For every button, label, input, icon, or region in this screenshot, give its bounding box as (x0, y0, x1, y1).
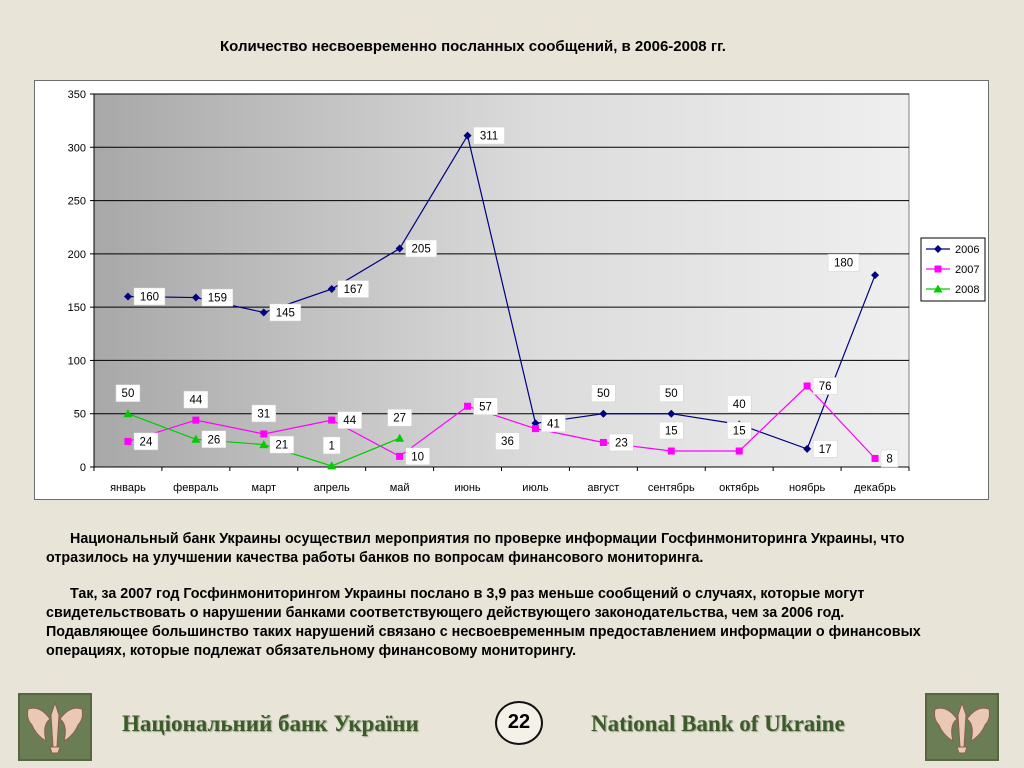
data-point-2007 (260, 430, 267, 437)
data-label: 40 (732, 398, 746, 411)
data-label: 159 (207, 292, 227, 305)
x-tick-label: март (251, 482, 277, 494)
data-label: 160 (139, 291, 160, 304)
data-point-2007 (124, 438, 131, 445)
data-label: 44 (343, 415, 357, 428)
x-tick-label: январь (110, 482, 146, 494)
data-label: 21 (275, 439, 289, 452)
paragraph-2: Так, за 2007 год Госфинмониторингом Украины послано в 3,9 раз меньше сообщений о случаях, которые могут свидетельствовать о нарушении банками соответствующего действующего законодательства, чем за 2006 год. Подавляющее большинство таких нарушений связано с несвоевременным предоставлением информации о финансовых операциях, которые подлежат обязательному финансовому мониторингу. (46, 586, 921, 659)
data-label: 17 (818, 443, 832, 456)
legend-label: 2007 (955, 264, 980, 276)
data-label: 1 (328, 440, 335, 453)
y-tick-label: 0 (79, 462, 86, 474)
y-tick-label: 100 (67, 355, 86, 368)
data-label: 50 (121, 388, 135, 401)
data-point-2007 (804, 383, 811, 390)
paragraph-1: Национальный банк Украины осуществил мероприятия по проверке информации Госфинмониторинга Украины, что отразилось на улучшении качества работы банков по вопросам финансового мониторинга. (46, 531, 905, 566)
data-point-2007 (192, 417, 199, 424)
chart-area (34, 80, 989, 500)
data-label: 15 (664, 425, 678, 438)
x-tick-label: сентябрь (647, 482, 695, 494)
data-point-2007 (600, 439, 607, 446)
data-label: 180 (833, 257, 854, 270)
nbu-emblem-icon-right (925, 693, 999, 761)
data-point-2007 (464, 403, 471, 410)
x-tick-label: июль (522, 482, 549, 494)
data-label: 311 (479, 130, 499, 143)
data-label: 76 (818, 381, 832, 394)
data-point-2007 (872, 455, 879, 462)
data-point-2007 (668, 448, 675, 455)
data-label: 24 (139, 436, 153, 449)
x-tick-label: июнь (454, 482, 481, 494)
y-tick-label: 150 (67, 302, 86, 315)
data-label: 145 (275, 307, 295, 320)
data-label: 36 (501, 436, 514, 449)
legend-marker (935, 266, 942, 273)
y-tick-label: 300 (67, 142, 86, 155)
slide-title: Количество несвоевременно посланных сообщений, в 2006-2008 гг. (220, 38, 726, 55)
x-tick-label: декабрь (854, 482, 896, 494)
data-label: 31 (257, 408, 271, 421)
legend-label: 2006 (955, 244, 980, 256)
data-label: 167 (343, 284, 363, 297)
data-label: 205 (411, 243, 431, 256)
x-tick-label: ноябрь (788, 482, 826, 494)
data-label: 41 (547, 418, 560, 431)
footer-text-english: National Bank of Ukraine (591, 711, 845, 736)
x-tick-label: октябрь (719, 482, 760, 494)
data-label: 50 (596, 388, 610, 401)
data-label: 44 (189, 394, 203, 407)
x-tick-label: апрель (313, 482, 350, 494)
y-tick-label: 200 (67, 248, 86, 261)
y-tick-label: 250 (67, 195, 86, 208)
page-number: 22 (495, 701, 543, 745)
x-tick-label: май (389, 482, 410, 494)
legend-label: 2008 (955, 284, 980, 296)
data-label: 23 (614, 437, 628, 450)
data-label: 57 (479, 401, 492, 414)
y-tick-label: 50 (73, 408, 86, 421)
x-tick-label: февраль (173, 482, 219, 494)
data-label: 27 (393, 412, 407, 425)
footer-text-ukrainian: Національний банк України (122, 711, 419, 736)
line-chart (35, 81, 988, 499)
data-point-2007 (328, 417, 335, 424)
data-point-2007 (396, 453, 403, 460)
data-label: 8 (886, 453, 893, 466)
y-tick-label: 350 (67, 89, 86, 101)
nbu-emblem-icon-left (18, 693, 92, 761)
data-label: 15 (732, 425, 746, 438)
data-label: 50 (664, 388, 678, 401)
data-point-2007 (532, 425, 539, 432)
data-label: 26 (207, 434, 221, 447)
data-point-2007 (736, 448, 743, 455)
data-label: 10 (411, 451, 425, 464)
x-tick-label: август (587, 482, 620, 494)
